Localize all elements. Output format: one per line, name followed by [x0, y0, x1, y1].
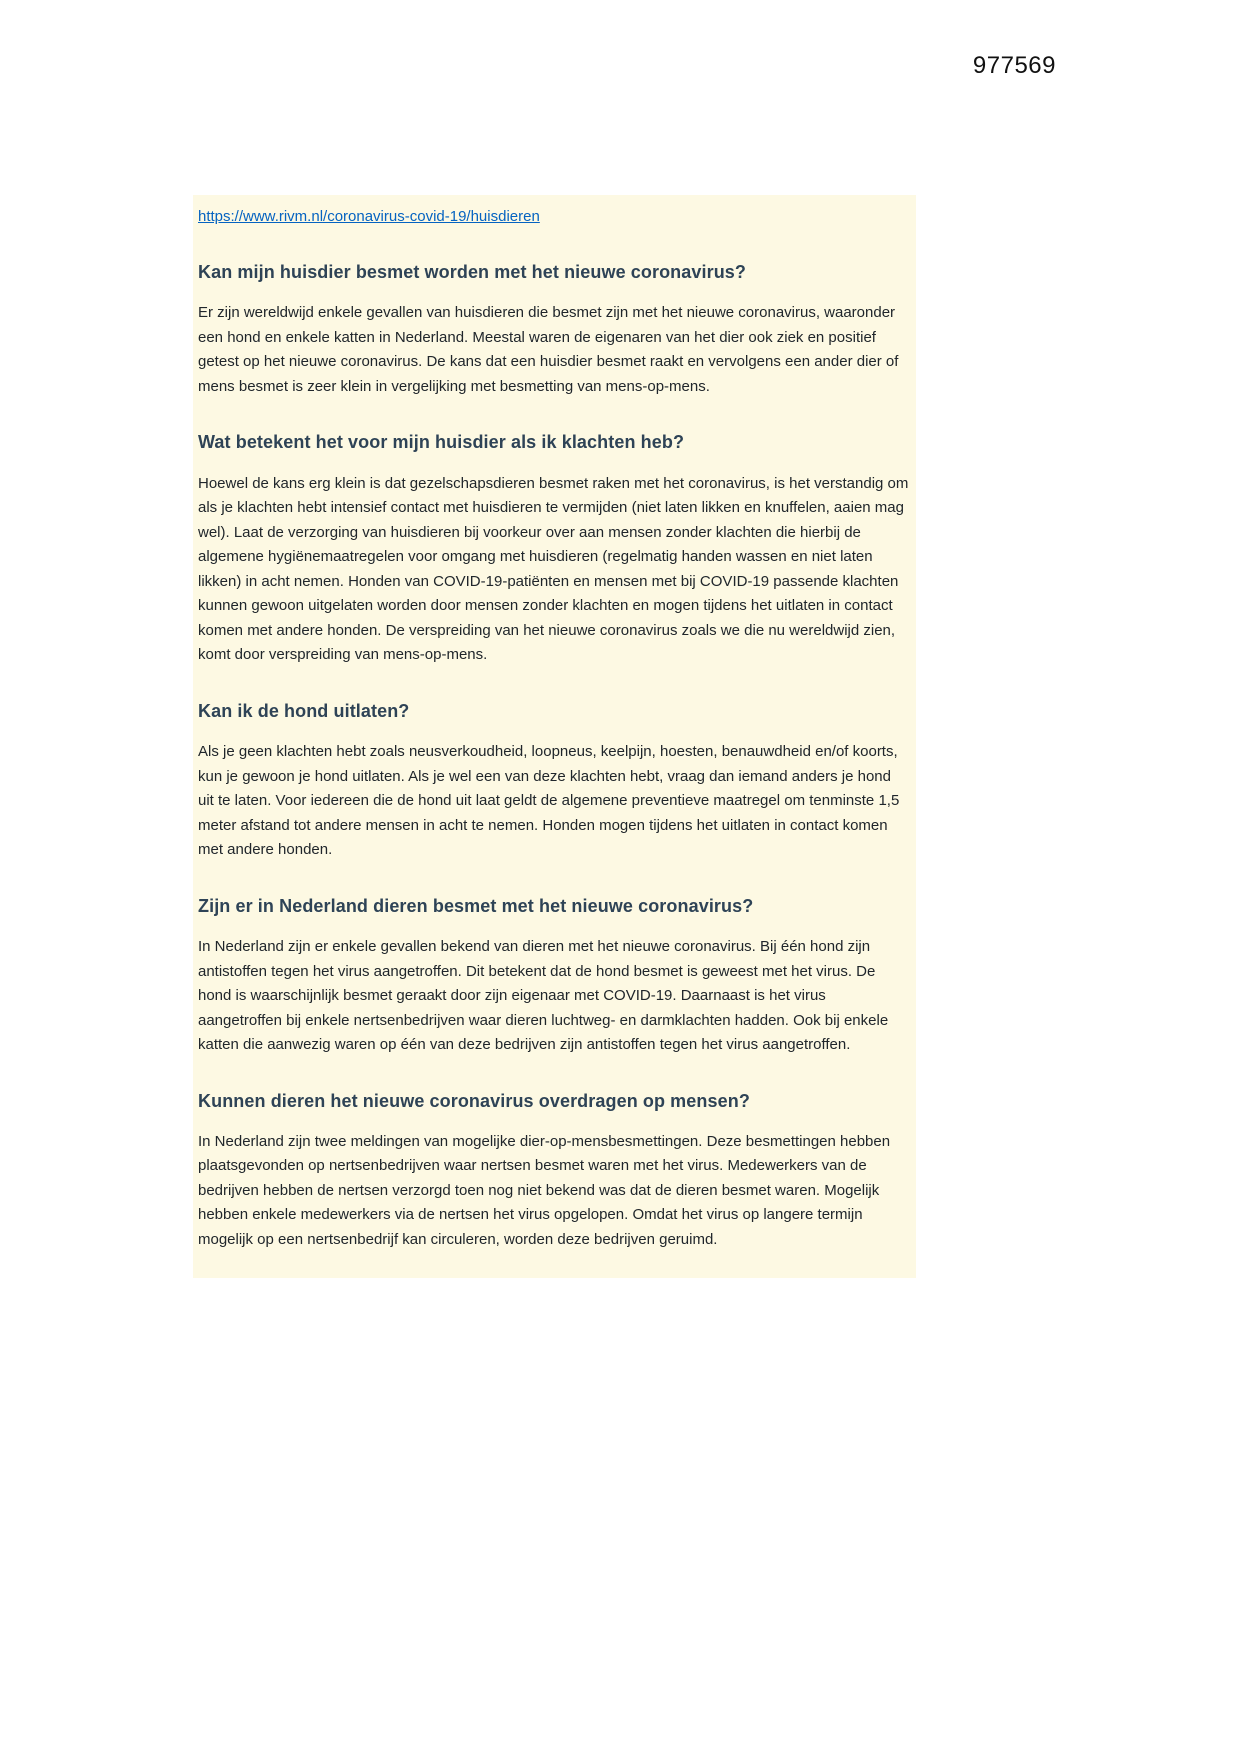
section-paragraph: In Nederland zijn er enkele gevallen bekend van dieren met het nieuwe coronavirus. Bij één hond zijn antistoffen tegen het virus aangetroffen. Dit betekent dat de hond besmet is geweest met het virus. De hond is waarschijnlijk besmet geraakt door zijn eigenaar met COVID-19. Daarnaast is het virus aangetroffen bij enkele nertsenbedrijven waar dieren luchtweg- en darmklachten hadden. Ook bij enkele katten die aanwezig waren op één van deze bedrijven zijn antistoffen tegen het virus aangetroffen. — [198, 938, 889, 1054]
highlighted-content — [193, 195, 916, 1278]
faq-section — [198, 700, 910, 863]
section-heading: Zijn er in Nederland dieren besmet met het nieuwe coronavirus? — [198, 895, 754, 916]
source-url-line — [198, 205, 910, 229]
faq-section — [198, 895, 910, 1058]
faq-section — [198, 1090, 910, 1253]
section-paragraph: Als je geen klachten hebt zoals neusverkoudheid, loopneus, keelpijn, hoesten, benauwdheid en/of koorts, kun je gewoon je hond uitlaten. Als je wel een van deze klachten hebt, vraag dan iemand anders je hond uit te laten. Voor iedereen die de hond uit laat geldt de algemene preventieve maatregel om tenminste 1,5 meter afstand tot andere mensen in acht te nemen. Honden mogen tijdens het uitlaten in contact komen met andere honden. — [198, 743, 900, 859]
faq-section — [198, 431, 910, 667]
section-heading: Wat betekent het voor mijn huisdier als ik klachten heb? — [198, 432, 685, 453]
section-heading: Kunnen dieren het nieuwe coronavirus overdragen op mensen? — [198, 1090, 750, 1111]
page-number: 977569 — [972, 52, 1056, 79]
section-paragraph: Hoewel de kans erg klein is dat gezelschapsdieren besmet raken met het coronavirus, is het verstandig om als je klachten hebt intensief contact met huisdieren te vermijden (niet laten likken en knuffelen, aaien mag wel). Laat de verzorging van huisdieren bij voorkeur over aan mensen zonder klachten die hierbij de algemene hygiënemaatregelen voor omgang met huisdieren (regelmatig handen wassen en niet laten likken) in acht nemen. Honden van COVID-19-patiënten en mensen met bij COVID-19 passende klachten kunnen gewoon uitgelaten worden door mensen zonder klachten en mogen tijdens het uitlaten in contact komen met andere honden. De verspreiding van het nieuwe coronavirus zoals we die nu wereldwijd zien, komt door verspreiding van mens-op-mens. — [198, 474, 909, 664]
source-url-link[interactable]: https://www.rivm.nl/coronavirus-covid-19/huisdieren — [198, 208, 540, 225]
section-heading: Kan mijn huisdier besmet worden met het nieuwe coronavirus? — [198, 262, 747, 282]
section-paragraph: In Nederland zijn twee meldingen van mogelijke dier-op-mensbesmettingen. Deze besmettingen hebben plaatsgevonden op nertsenbedrijven waar nertsen besmet waren met het virus. Medewerkers van de bedrijven hebben de nertsen verzorgd toen nog niet bekend was dat de dieren besmet waren. Mogelijk hebben enkele medewerkers via de nertsen het virus opgelopen. Omdat het virus op langere termijn mogelijk op een nertsenbedrijf kan circuleren, worden deze bedrijven geruimd. — [198, 1132, 891, 1248]
faq-section — [198, 261, 910, 399]
section-heading: Kan ik de hond uitlaten? — [198, 700, 410, 721]
section-paragraph: Er zijn wereldwijd enkele gevallen van huisdieren die besmet zijn met het nieuwe coronavirus, waaronder een hond en enkele katten in Nederland. Meestal waren de eigenaren van het dier ook ziek en positief getest op het nieuwe coronavirus. De kans dat een huisdier besmet raakt en vervolgens een ander dier of mens besmet is zeer klein in vergelijking met besmetting van mens-op-mens. — [198, 304, 899, 395]
